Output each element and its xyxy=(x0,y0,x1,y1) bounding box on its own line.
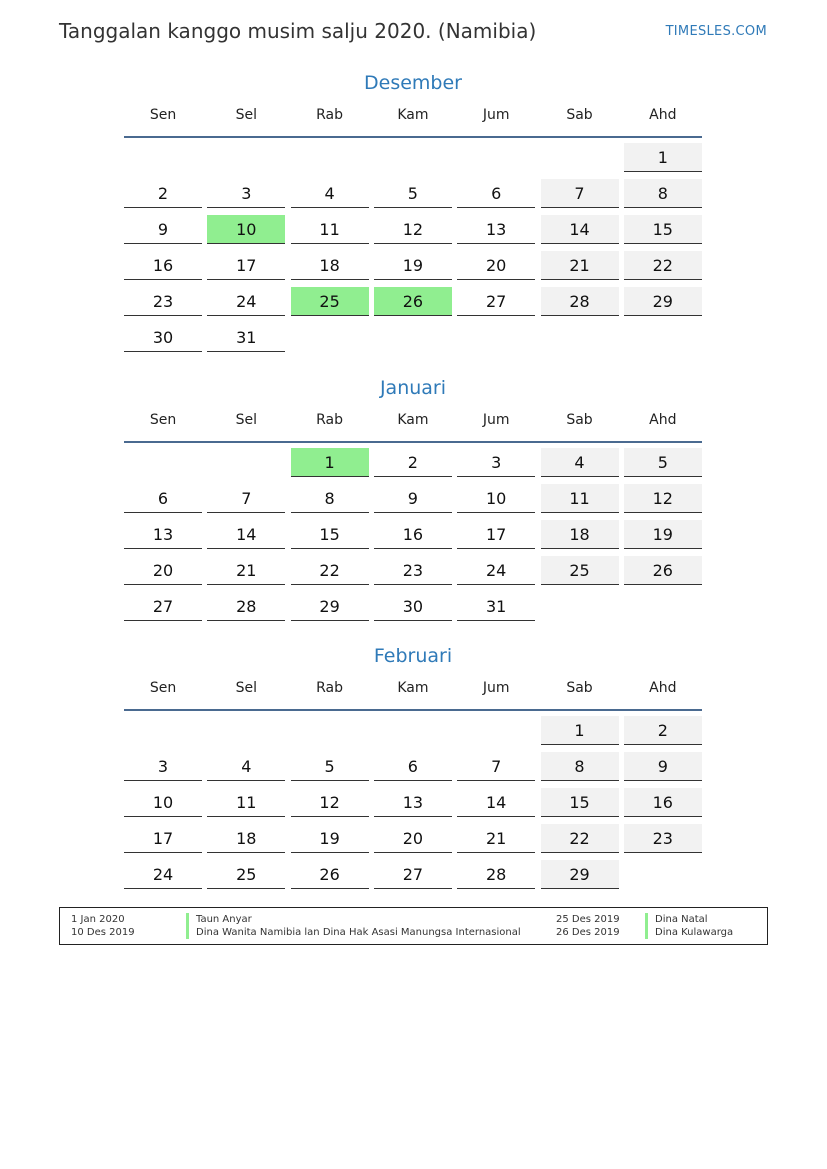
day-cell[interactable]: 24 xyxy=(457,556,535,585)
day-cell[interactable]: 8 xyxy=(624,179,702,208)
day-cell[interactable]: 6 xyxy=(124,484,202,513)
day-cell[interactable]: 15 xyxy=(541,788,619,817)
weekday-label: Jum xyxy=(482,107,510,123)
day-cell[interactable]: 9 xyxy=(374,484,452,513)
month-block xyxy=(124,643,702,884)
legend-holiday-name: Dina Natal xyxy=(645,913,708,926)
legend-holiday-name: Taun Anyar xyxy=(186,913,252,926)
day-cell[interactable]: 3 xyxy=(124,752,202,781)
day-cell[interactable]: 2 xyxy=(124,179,202,208)
holiday-day-cell[interactable]: 25 xyxy=(291,287,369,316)
day-cell[interactable]: 26 xyxy=(291,860,369,889)
day-cell[interactable]: 2 xyxy=(624,716,702,745)
weekday-label: Rab xyxy=(316,107,344,123)
weekday-label: Sel xyxy=(235,680,257,696)
legend-date: 1 Jan 2020 xyxy=(71,914,125,925)
day-cell[interactable]: 21 xyxy=(541,251,619,280)
month-name: Februari xyxy=(373,645,453,667)
day-cell[interactable]: 12 xyxy=(624,484,702,513)
day-cell[interactable]: 8 xyxy=(541,752,619,781)
weekday-label: Ahd xyxy=(649,412,677,428)
weekday-label: Jum xyxy=(482,412,510,428)
weekday-label: Sel xyxy=(235,412,257,428)
weekday-label: Sel xyxy=(235,107,257,123)
weekday-label: Sen xyxy=(149,412,177,428)
day-cell[interactable]: 27 xyxy=(124,592,202,621)
day-cell[interactable]: 10 xyxy=(457,484,535,513)
day-cell[interactable]: 22 xyxy=(541,824,619,853)
day-cell[interactable]: 13 xyxy=(457,215,535,244)
day-cell[interactable]: 28 xyxy=(457,860,535,889)
day-cell[interactable]: 20 xyxy=(124,556,202,585)
day-cell[interactable]: 5 xyxy=(291,752,369,781)
weekday-label: Rab xyxy=(316,412,344,428)
brand-logo-text[interactable]: TIMESLES.COM xyxy=(665,24,767,39)
month-block xyxy=(124,375,702,616)
month-name: Januari xyxy=(379,377,447,399)
holiday-day-cell[interactable]: 10 xyxy=(207,215,285,244)
day-cell[interactable]: 4 xyxy=(291,179,369,208)
day-cell[interactable]: 6 xyxy=(374,752,452,781)
day-cell[interactable]: 20 xyxy=(374,824,452,853)
day-cell[interactable]: 22 xyxy=(291,556,369,585)
day-cell[interactable]: 6 xyxy=(457,179,535,208)
day-cell[interactable]: 2 xyxy=(374,448,452,477)
weekday-label: Sen xyxy=(149,107,177,123)
day-cell[interactable]: 24 xyxy=(124,860,202,889)
day-cell[interactable]: 17 xyxy=(124,824,202,853)
day-cell[interactable]: 24 xyxy=(207,287,285,316)
day-cell[interactable]: 1 xyxy=(624,143,702,172)
weekday-label: Kam xyxy=(397,107,429,123)
day-cell[interactable]: 15 xyxy=(624,215,702,244)
day-cell[interactable]: 23 xyxy=(374,556,452,585)
day-cell[interactable]: 8 xyxy=(291,484,369,513)
day-cell[interactable]: 19 xyxy=(624,520,702,549)
weekday-label: Kam xyxy=(397,412,429,428)
day-cell[interactable]: 26 xyxy=(624,556,702,585)
day-cell[interactable]: 7 xyxy=(207,484,285,513)
day-cell[interactable]: 16 xyxy=(124,251,202,280)
weekday-header xyxy=(124,103,702,138)
weekday-label: Sen xyxy=(149,680,177,696)
day-cell[interactable]: 30 xyxy=(124,323,202,352)
day-cell[interactable]: 3 xyxy=(457,448,535,477)
day-cell[interactable]: 29 xyxy=(291,592,369,621)
day-cell[interactable]: 18 xyxy=(207,824,285,853)
day-cell[interactable]: 10 xyxy=(124,788,202,817)
day-cell[interactable]: 19 xyxy=(291,824,369,853)
day-cell[interactable]: 16 xyxy=(624,788,702,817)
weekday-header xyxy=(124,408,702,443)
day-cell[interactable]: 15 xyxy=(291,520,369,549)
day-cell[interactable]: 25 xyxy=(207,860,285,889)
day-cell[interactable]: 7 xyxy=(541,179,619,208)
day-cell[interactable]: 17 xyxy=(457,520,535,549)
holiday-day-cell[interactable]: 1 xyxy=(291,448,369,477)
day-cell[interactable]: 25 xyxy=(541,556,619,585)
day-cell[interactable]: 14 xyxy=(541,215,619,244)
month-block xyxy=(124,70,702,347)
day-cell[interactable]: 13 xyxy=(124,520,202,549)
day-cell[interactable]: 31 xyxy=(457,592,535,621)
day-cell[interactable]: 3 xyxy=(207,179,285,208)
day-cell[interactable]: 28 xyxy=(541,287,619,316)
day-cell[interactable]: 5 xyxy=(624,448,702,477)
day-cell[interactable]: 11 xyxy=(207,788,285,817)
day-cell[interactable]: 19 xyxy=(374,251,452,280)
day-cell[interactable]: 18 xyxy=(541,520,619,549)
day-cell[interactable]: 17 xyxy=(207,251,285,280)
day-cell[interactable]: 4 xyxy=(541,448,619,477)
day-cell[interactable]: 29 xyxy=(624,287,702,316)
day-cell[interactable]: 21 xyxy=(207,556,285,585)
legend-date: 10 Des 2019 xyxy=(71,927,135,938)
day-cell[interactable]: 11 xyxy=(541,484,619,513)
day-cell[interactable]: 13 xyxy=(374,788,452,817)
day-cell[interactable]: 27 xyxy=(374,860,452,889)
weekday-label: Sab xyxy=(566,107,593,123)
day-cell[interactable]: 9 xyxy=(624,752,702,781)
day-cell[interactable]: 5 xyxy=(374,179,452,208)
legend-date: 25 Des 2019 xyxy=(556,914,620,925)
legend-holiday-name: Dina Wanita Namibia lan Dina Hak Asasi Manungsa Internasional xyxy=(186,926,521,939)
weekday-label: Ahd xyxy=(649,107,677,123)
weekday-label: Sab xyxy=(566,680,593,696)
weekday-label: Jum xyxy=(482,680,510,696)
day-cell[interactable]: 23 xyxy=(124,287,202,316)
day-cell[interactable]: 12 xyxy=(291,788,369,817)
day-cell[interactable]: 29 xyxy=(541,860,619,889)
day-cell[interactable]: 7 xyxy=(457,752,535,781)
month-name: Desember xyxy=(364,72,462,94)
day-cell[interactable]: 12 xyxy=(374,215,452,244)
day-cell[interactable]: 1 xyxy=(541,716,619,745)
day-cell[interactable]: 27 xyxy=(457,287,535,316)
day-cell[interactable]: 30 xyxy=(374,592,452,621)
day-cell[interactable]: 21 xyxy=(457,824,535,853)
weekday-label: Rab xyxy=(316,680,344,696)
legend-date: 26 Des 2019 xyxy=(556,927,620,938)
day-cell[interactable]: 11 xyxy=(291,215,369,244)
day-cell[interactable]: 14 xyxy=(207,520,285,549)
day-cell[interactable]: 31 xyxy=(207,323,285,352)
day-cell[interactable]: 9 xyxy=(124,215,202,244)
day-cell[interactable]: 28 xyxy=(207,592,285,621)
weekday-label: Sab xyxy=(566,412,593,428)
day-cell[interactable]: 20 xyxy=(457,251,535,280)
day-cell[interactable]: 16 xyxy=(374,520,452,549)
day-cell[interactable]: 4 xyxy=(207,752,285,781)
page-title: Tanggalan kanggo musim salju 2020. (Namibia) xyxy=(59,19,537,43)
weekday-label: Kam xyxy=(397,680,429,696)
day-cell[interactable]: 22 xyxy=(624,251,702,280)
day-cell[interactable]: 18 xyxy=(291,251,369,280)
day-cell[interactable]: 14 xyxy=(457,788,535,817)
weekday-label: Ahd xyxy=(649,680,677,696)
day-cell[interactable]: 23 xyxy=(624,824,702,853)
holiday-legend xyxy=(59,907,768,945)
legend-holiday-name: Dina Kulawarga xyxy=(645,926,733,939)
holiday-day-cell[interactable]: 26 xyxy=(374,287,452,316)
weekday-header xyxy=(124,676,702,711)
